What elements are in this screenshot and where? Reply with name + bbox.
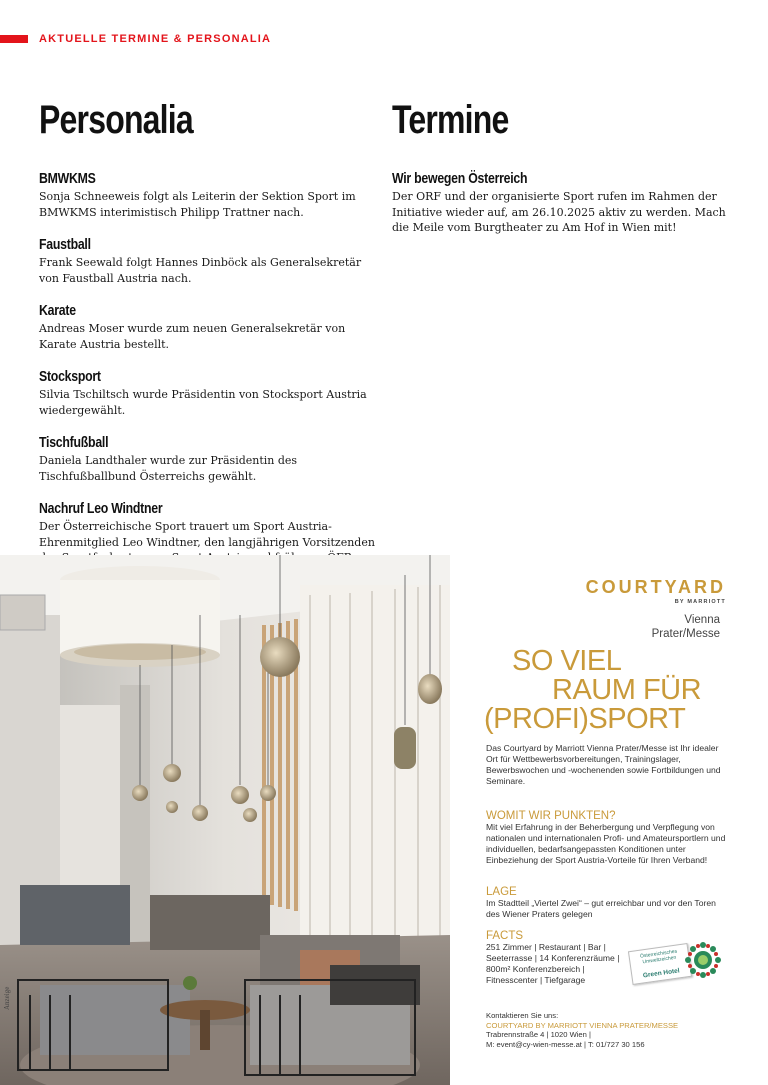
contact-hotel-name: COURTYARD BY MARRIOTT VIENNA PRATER/MESSE (486, 1020, 679, 1030)
entry-heading: Faustball (39, 236, 91, 253)
ad-section-lage (486, 886, 726, 920)
personalia-entry-faustball (39, 236, 379, 286)
entry-heading: Wir bewegen Österreich (392, 170, 528, 187)
green-hotel-badge (628, 943, 692, 985)
entry-text: Frank Seewald folgt Hannes Dinböck als Generalsekretär von Faustball Austria nach. (39, 256, 362, 285)
courtyard-advertisement (450, 555, 768, 1085)
entry-text: Silvia Tschiltsch wurde Präsidentin von Stocksport Austria wiedergewählt. (39, 388, 367, 417)
ad-headline (484, 647, 724, 734)
contact-label: Kontaktieren Sie uns: (486, 1011, 559, 1020)
hotel-lobby-photo (0, 555, 450, 1085)
ad-section-title: LAGE (486, 886, 517, 898)
courtyard-logo (586, 577, 726, 605)
entry-heading: Tischfußball (39, 434, 109, 451)
badge-top-text: Österreichisches Umweltzeichen (639, 948, 678, 966)
termine-entry-wir-bewegen (392, 170, 732, 236)
personalia-entry-bmwkms (39, 170, 379, 220)
ad-section-title: FACTS (486, 930, 524, 942)
hotel-location (652, 613, 720, 641)
location-district: Prater/Messe (651, 628, 720, 640)
umweltzeichen-seal-icon (684, 941, 722, 979)
personalia-entry-tischfussball (39, 434, 379, 484)
entry-heading: Nachruf Leo Windtner (39, 500, 163, 517)
termine-title: Termine (392, 98, 509, 142)
ad-section-text: Im Stadtteil „Viertel Zwei“ – gut erreichbar und vor den Toren des Wiener Praters gelegen (486, 898, 716, 919)
personalia-column (39, 170, 379, 597)
termine-column (392, 170, 732, 252)
ad-section-title: WOMIT WIR PUNKTEN? (486, 810, 616, 822)
logo-subline: BY MARRIOTT (674, 599, 726, 605)
ad-section-text: 251 Zimmer | Restaurant | Bar | Seeterrasse | 14 Konferenzräume | 800m² Konferenzbereich | Fitnesscenter | Tiefgarage (486, 942, 620, 985)
entry-text: Der ORF und der organisierte Sport rufen im Rahmen der Initiative wieder auf, am 26.10.2025 aktiv zu werden. Mach die Meile vom Burgtheater zu Am Hof in Wien mit! (392, 190, 726, 234)
entry-text: Daniela Landthaler wurde zur Präsidentin des Tischfußballbund Österreichs gewählt. (39, 454, 298, 483)
badge-main-text: Green Hotel (642, 967, 681, 980)
entry-text: Der Österreichische Sport trauert um Sport Austria-Ehrenmitglied Leo Windtner, den langjährigen Vorsitzenden (39, 520, 375, 549)
ad-section-punkten (486, 810, 726, 866)
headline-line-2: RAUM FÜR (552, 674, 702, 706)
personalia-title: Personalia (39, 98, 193, 142)
ad-contact (486, 1011, 726, 1049)
section-label: AKTUELLE TERMINE & PERSONALIA (39, 33, 272, 45)
contact-address: Trabrennstraße 4 | 1020 Wien | (486, 1030, 591, 1039)
ad-intro: Das Courtyard by Marriott Vienna Prater/Messe ist Ihr idealer Ort für Wettbewerbsvorbereitungen, Trainingslager, Bewerbswochen und -wochenenden sowie Fortbildungen und Seminare. (486, 743, 721, 786)
location-city: Vienna (684, 614, 720, 626)
personalia-entry-stocksport (39, 368, 379, 418)
ad-section-facts (486, 930, 636, 986)
logo-wordmark: COURTYARD (585, 577, 726, 597)
entry-heading: Karate (39, 302, 76, 319)
personalia-entry-karate (39, 302, 379, 352)
entry-text: Sonja Schneeweis folgt als Leiterin der Sektion Sport im BMWKMS interimistisch Philipp Trattner nach. (39, 190, 356, 219)
entry-heading: BMWKMS (39, 170, 96, 187)
headline-line-1: SO VIEL (512, 645, 622, 677)
contact-details: M: event@cy-wien-messe.at | T: 01/727 30 156 (486, 1039, 645, 1049)
headline-line-3: (PROFI)SPORT (484, 703, 686, 735)
entry-heading: Stocksport (39, 368, 101, 385)
ad-section-text: Mit viel Erfahrung in der Beherbergung und Verpflegung von nationalen und internationalen Profi- und Amateursportlern und individuellen, bedarfsangepassten Konditionen unter Einbeziehung der Sport Austria-Vorteile für Ihren Verband! (486, 822, 726, 865)
entry-text: Andreas Moser wurde zum neuen Generalsekretär von Karate Austria bestellt. (39, 322, 346, 351)
section-marker-bar (0, 35, 28, 43)
advertisement-label: Anzeige (3, 986, 11, 1010)
